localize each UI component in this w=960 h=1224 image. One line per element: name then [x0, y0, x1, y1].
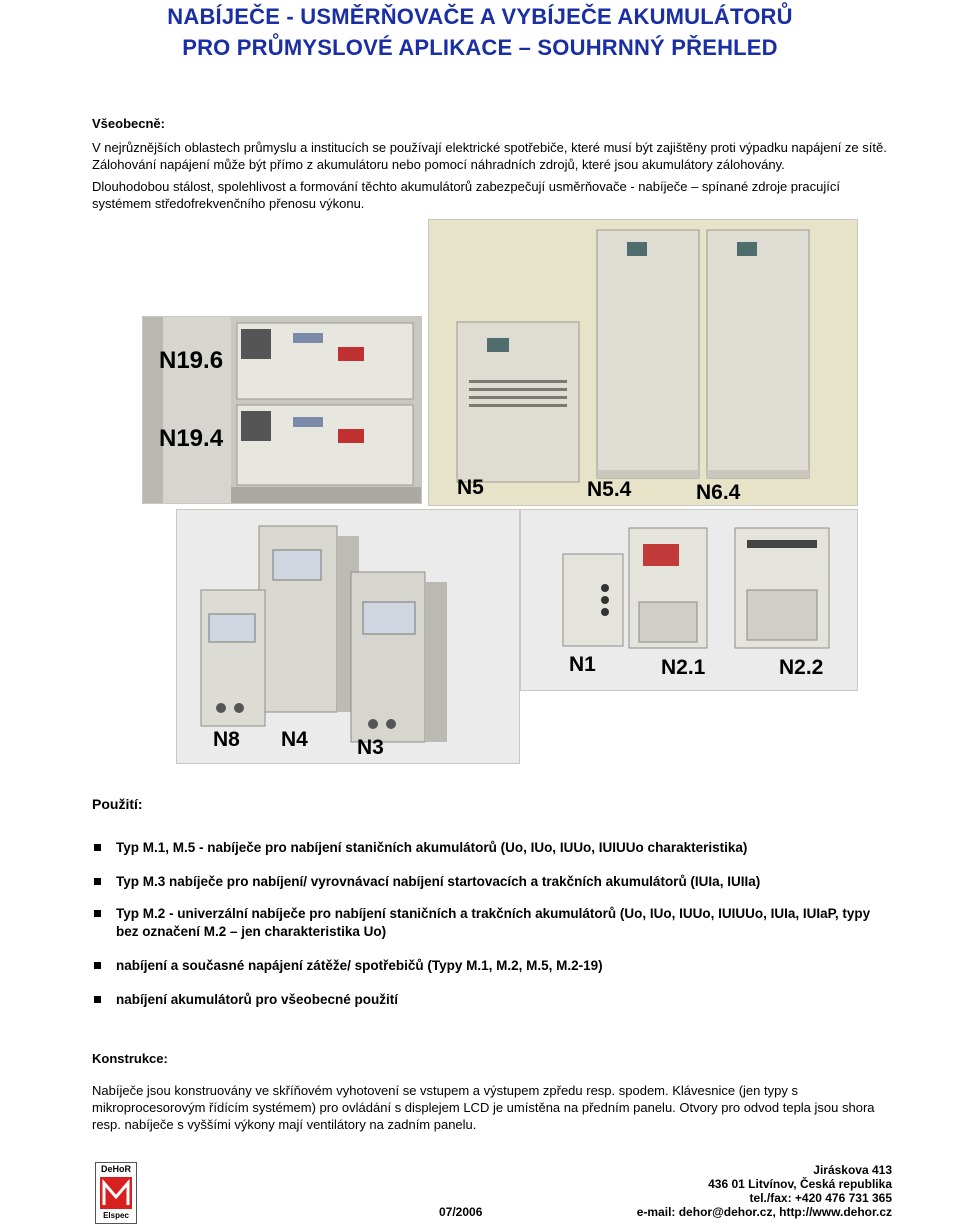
general-heading: Všeobecně:: [92, 116, 165, 131]
label-n19-4: N19.4: [159, 425, 224, 452]
usage-item: Typ M.3 nabíječe pro nabíjení/ vyrovnávací nabíjení startovacích a trakčních akumulátorů (IUIa, IUIIa): [92, 873, 892, 891]
company-logo: [95, 1162, 137, 1224]
address-contact[interactable]: e-mail: dehor@dehor.cz, http://www.dehor.cz: [636, 1205, 892, 1219]
document-title-line2: PRO PRŮMYSLOVÉ APLIKACE – SOUHRNNÝ PŘEHLED: [182, 35, 778, 60]
footer-address: [637, 1163, 892, 1219]
photo-rack-units: [142, 316, 422, 504]
label-n6-4: N6.4: [696, 481, 741, 504]
usage-item: Typ M.1, M.5 - nabíječe pro nabíjení staničních akumulátorů (Uo, IUo, IUUo, IUIUUo charakteristika): [92, 839, 892, 857]
cabinet-illustration: [429, 220, 857, 505]
logo-bottom-text: Elspec: [103, 1211, 129, 1220]
bullet-icon: [94, 844, 101, 851]
usage-item: Typ M.2 - univerzální nabíječe pro nabíjení staničních a trakčních akumulátorů (Uo, IUo, IUUo, IUIUUo, IUIa, IUIaP, typy bez označení M.2 – jen charakteristika Uo): [92, 905, 892, 941]
usage-item: nabíjení a současné napájení zátěže/ spotřebičů (Typy M.1, M.2, M.5, M.2-19): [92, 957, 892, 975]
general-paragraph-2: Dlouhodobou stálost, spolehlivost a formování těchto akumulátorů zabezpečují usměrňovače - nabíječe – spínané zdroje pracující systémem středofrekvenčního přenosu výkonu.: [92, 179, 840, 211]
document-title-line1: NABÍJEČE - USMĚRŇOVAČE A VYBÍJEČE AKUMULÁTORŮ: [167, 4, 793, 29]
label-n3: N3: [357, 736, 384, 759]
photo-din-units: [520, 509, 858, 691]
label-n8: N8: [213, 728, 240, 751]
usage-item: nabíjení akumulátorů pro všeobecné použití: [92, 991, 892, 1009]
label-n2-2: N2.2: [779, 656, 824, 679]
address-phone: tel./fax: +420 476 731 365: [749, 1191, 892, 1205]
logo-mark-icon: [96, 1175, 136, 1211]
bullet-icon: [94, 962, 101, 969]
photo-cabinet-units: [428, 219, 858, 506]
label-n4: N4: [281, 728, 308, 751]
label-n5: N5: [457, 476, 484, 499]
label-n5-4: N5.4: [587, 478, 632, 501]
footer-date: 07/2006: [439, 1205, 483, 1219]
label-n2-1: N2.1: [661, 656, 706, 679]
rack-illustration: [143, 317, 421, 503]
label-n19-6: N19.6: [159, 347, 224, 374]
logo-top-text: DeHoR: [100, 1164, 131, 1174]
address-city: 436 01 Litvínov, Česká republika: [708, 1177, 892, 1191]
bullet-icon: [94, 878, 101, 885]
construction-paragraph: Nabíječe jsou konstruovány ve skříňovém vyhotovení se vstupem a výstupem zpředu resp. spodem. Klávesnice (jen typy s mikroprocesorovým řídícím systémem) pro ovládání s displejem LCD je umístěna na předním panelu. Otvory pro odvod tepla jsou shora resp. nabíječe s vyššími výkony mají ventilátory na zadním panelu.: [92, 1083, 875, 1132]
general-paragraph-1: V nejrůznějších oblastech průmyslu a institucích se používají elektrické spotřebiče, které musí být zajištěny proti výpadku napájení ze sítě. Zálohování napájení může být přímo z akumulátoru nebo pomocí náhradních zdrojů, které jsou akumulátory zálohovány.: [92, 140, 887, 172]
construction-heading: Konstrukce:: [92, 1051, 168, 1066]
bullet-icon: [94, 910, 101, 917]
usage-heading: Použití:: [92, 796, 143, 812]
label-n1: N1: [569, 653, 596, 676]
usage-list: [92, 839, 892, 1009]
photo-floor-units: [176, 509, 520, 764]
floor-units-illustration: [177, 510, 519, 763]
address-street: Jiráskova 413: [813, 1163, 892, 1177]
bullet-icon: [94, 996, 101, 1003]
